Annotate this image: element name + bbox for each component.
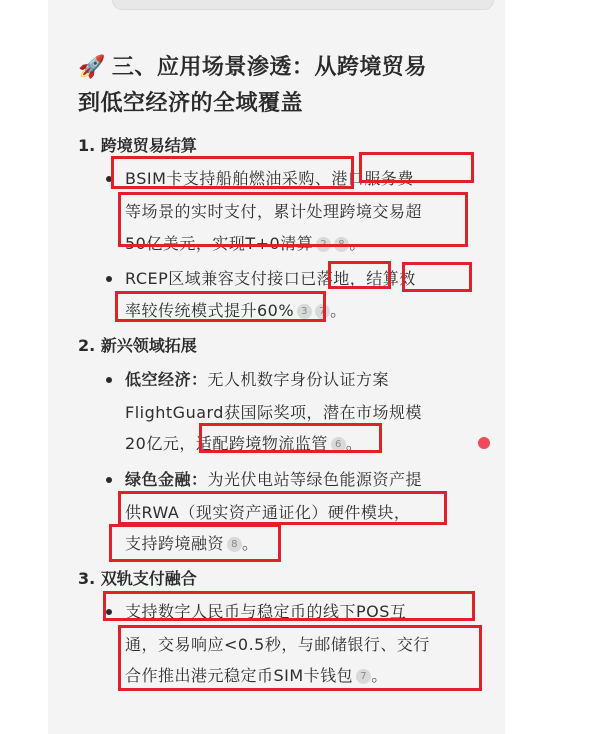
heading-line-2: 到低空经济的全域覆盖 xyxy=(78,91,304,116)
right-margin xyxy=(505,0,594,734)
item-3-line-3: 20亿元，适配跨境物流监管 6 。 xyxy=(125,434,363,453)
item-2-line-1: RCEP区域兼容支付接口已落地，结算效 xyxy=(125,269,416,288)
highlight-box xyxy=(199,423,382,453)
highlight-box xyxy=(118,491,447,525)
section-title-1: 1. 跨境贸易结算 xyxy=(78,136,197,155)
highlight-box xyxy=(328,261,391,289)
item-4-line-2: 供RWA（现实资产通证化）硬件模块， xyxy=(125,503,411,522)
floating-action-dot[interactable] xyxy=(478,437,490,449)
highlight-box xyxy=(118,192,468,247)
rocket-icon: 🚀 xyxy=(78,55,106,80)
bullet-dot xyxy=(106,477,112,483)
citation-badge[interactable]: 8 xyxy=(334,237,349,252)
heading-line-1: 三、应用场景渗透：从跨境贸易 xyxy=(111,55,427,80)
phone-screen xyxy=(48,0,505,734)
section-title-2: 2. 新兴领域拓展 xyxy=(78,336,197,355)
highlight-box xyxy=(111,156,354,189)
highlight-box xyxy=(115,291,326,322)
item-1-line-2: 等场景的实时支付，累计处理跨境交易超 xyxy=(125,202,423,221)
item-1-line-1: BSIM卡支持船舶燃油采购、港口服务费 xyxy=(125,169,414,188)
item-5-line-1: 支持数字人民币与稳定币的线下POS互 xyxy=(125,602,407,621)
highlight-box xyxy=(402,262,472,292)
search-bar-edge[interactable] xyxy=(112,0,494,10)
item-4-line-1: 绿色金融：为光伏电站等绿色能源资产提 xyxy=(125,470,423,489)
bullet-dot xyxy=(106,276,112,282)
item-3-line-1: 低空经济：无人机数字身份认证方案 xyxy=(125,370,390,389)
item-1-line-3: 50亿美元，实现T+0清算 2 8 。 xyxy=(125,234,366,253)
citation-badge[interactable]: 7 xyxy=(356,669,371,684)
highlight-box xyxy=(109,524,281,562)
citation-badge[interactable]: 8 xyxy=(227,537,242,552)
page-heading xyxy=(78,50,488,122)
highlight-box xyxy=(118,625,482,691)
item-3-line-2: FlightGuard获国际奖项，潜在市场规模 xyxy=(125,403,422,422)
bullet-dot xyxy=(106,377,112,383)
citation-badge[interactable]: 3 xyxy=(297,304,312,319)
highlight-box xyxy=(359,152,474,183)
citation-badge[interactable]: 2 xyxy=(316,237,331,252)
item-5-line-3: 合作推出港元稳定币SIM卡钱包 7 。 xyxy=(125,666,388,685)
citation-badge[interactable]: 7 xyxy=(315,304,330,319)
item-4-line-3: 支持跨境融资 8 。 xyxy=(125,534,259,553)
section-title-3: 3. 双轨支付融合 xyxy=(78,569,197,588)
highlight-box xyxy=(103,591,475,621)
item-5-line-2: 通，交易响应<0.5秒，与邮储银行、交行 xyxy=(125,635,430,654)
citation-badge[interactable]: 6 xyxy=(331,437,346,452)
item-2-line-2: 率较传统模式提升60% 3 7 。 xyxy=(125,301,347,320)
left-margin xyxy=(0,0,48,734)
